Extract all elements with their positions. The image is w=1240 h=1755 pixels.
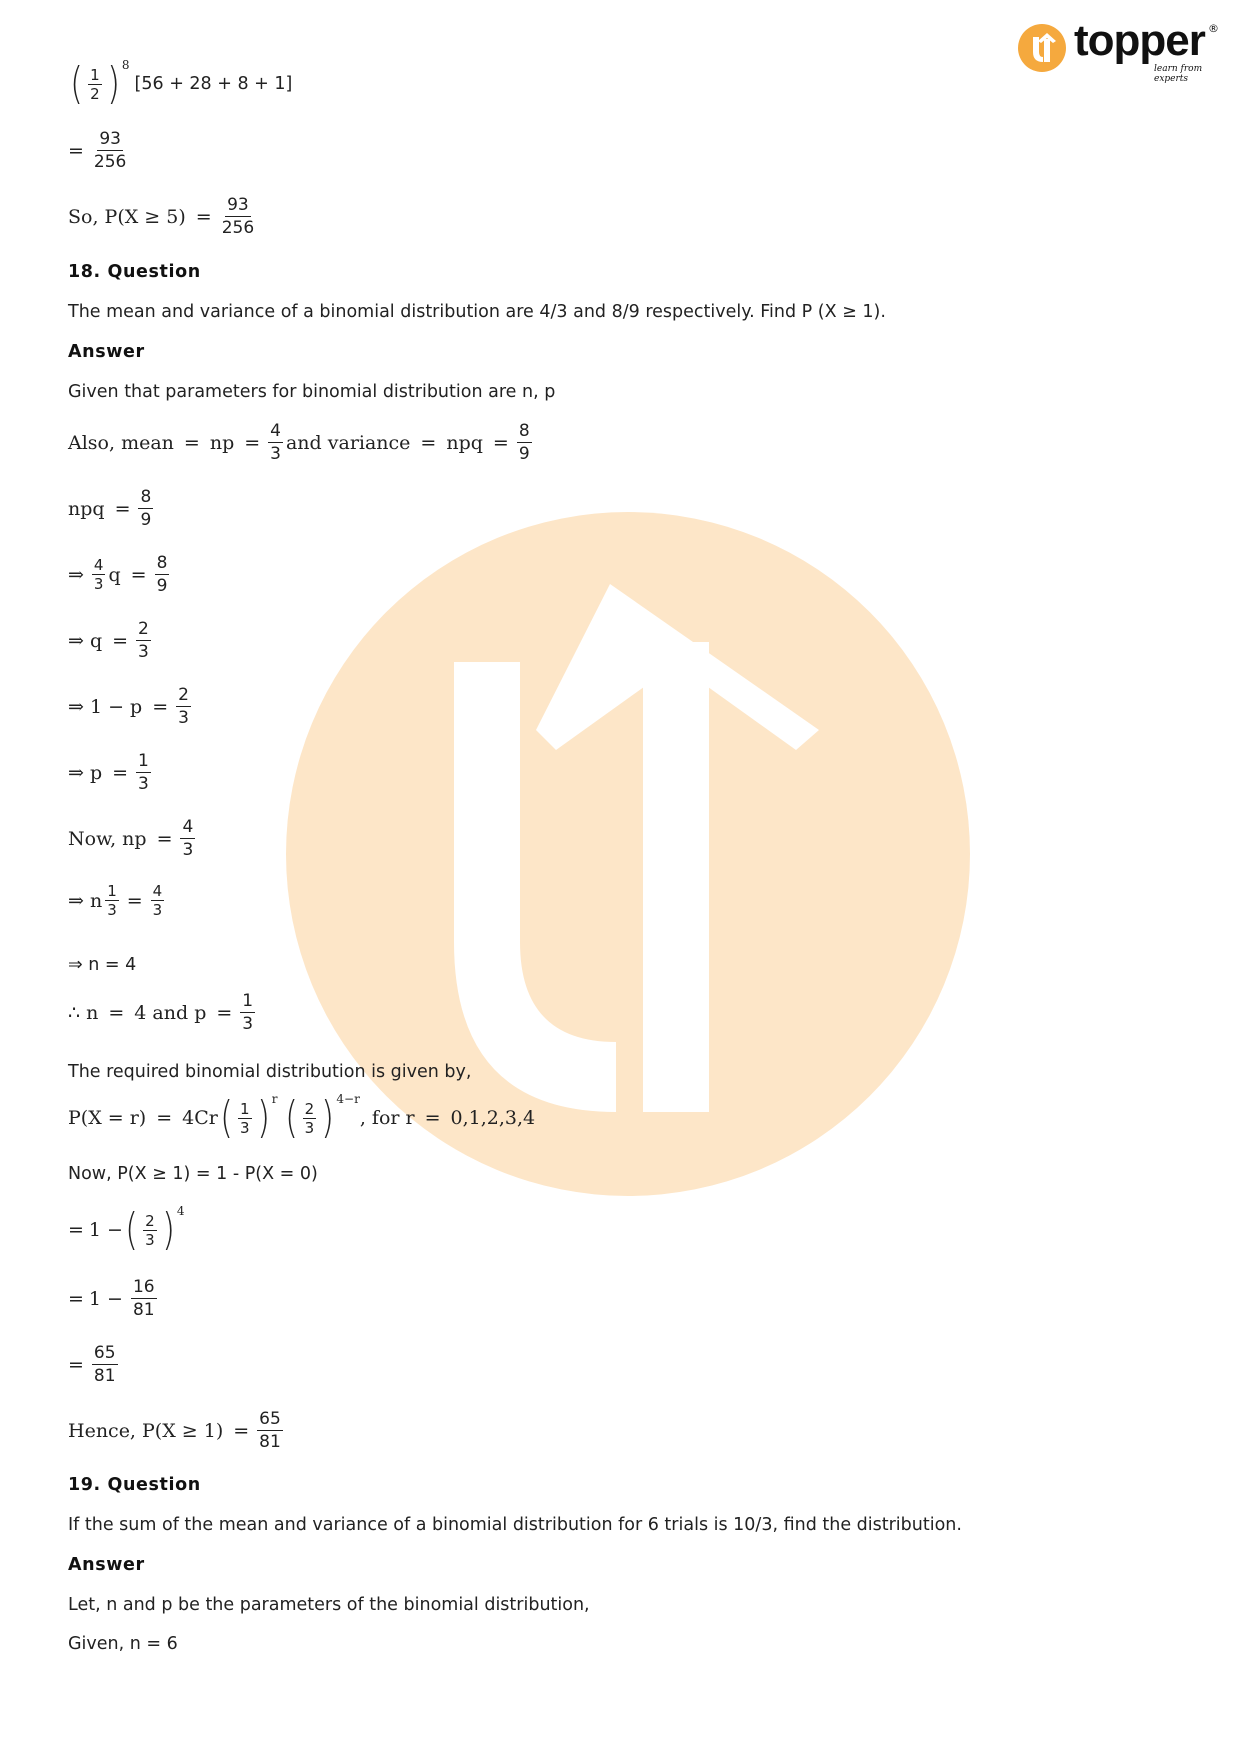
answer-19-let: Let, n and p be the parameters of the binomial distribution,	[68, 1595, 590, 1615]
math-line-2: = $\frac{93}{256}$	[68, 129, 127, 172]
math-line-20: Hence, P(X ≥ 1) = $\frac{65}{81}$	[68, 1409, 281, 1452]
math-line-15: P(X = r) = 4Cr ( $\frac{1}{3}$ ) r ( $\frac{2}{3}$ ) 4−r , for r = 0,1,2,3,4	[68, 1092, 536, 1143]
fraction: $\frac{1}{3}$	[242, 991, 254, 1034]
fraction: $\frac{65}{81}$	[259, 1409, 281, 1452]
fraction: $\frac{8}{9}$	[140, 487, 152, 530]
fraction: $\frac{93}{256}$	[221, 195, 255, 238]
question-19-heading: 19. Question	[68, 1475, 201, 1495]
fraction: $\frac{4}{3}$	[270, 421, 281, 464]
logo-u-glyph-icon	[1018, 24, 1066, 72]
math-line-9: ⇒ p = $\frac{1}{3}$	[68, 751, 149, 794]
math-line-13: ∴ n = 4 and p = $\frac{1}{3}$	[68, 991, 254, 1034]
fraction: $\frac{1}{3}$	[138, 751, 149, 794]
fraction: $\frac{8}{9}$	[156, 553, 168, 596]
answer-19-heading: Answer	[68, 1555, 145, 1575]
question-18-text: The mean and variance of a binomial distribution are 4/3 and 8/9 respectively. Find P (X ≥ 1).	[68, 302, 886, 322]
fraction: $\frac{2}{3}$	[304, 1099, 315, 1137]
question-19-text: If the sum of the mean and variance of a binomial distribution for 6 trials is 10/3, find the distribution.	[68, 1515, 962, 1535]
fraction: $\frac{16}{81}$	[132, 1277, 155, 1320]
math-line-12: ⇒ n = 4	[68, 955, 137, 975]
logo-tagline: learn from experts	[1154, 64, 1203, 84]
math-line-6: ⇒ $\frac{4}{3}$ q = $\frac{8}{9}$	[68, 553, 168, 596]
fraction: $\frac{93}{256}$	[93, 129, 127, 172]
math-line-10: Now, np = $\frac{4}{3}$	[68, 817, 194, 860]
logo-wordmark: topper	[1074, 16, 1205, 65]
math-line-4: Also, mean = np = $\frac{4}{3}$ and variance = npq = $\frac{8}{9}$	[68, 421, 530, 464]
question-18-heading: 18. Question	[68, 262, 201, 282]
math-line-17: = 1 − ( $\frac{2}{3}$ ) 4	[68, 1204, 185, 1255]
math-line-11: ⇒ n $\frac{1}{3}$ = $\frac{4}{3}$	[68, 882, 163, 919]
math-line-18: = 1 − $\frac{16}{81}$	[68, 1277, 155, 1320]
answer-18-given: Given that parameters for binomial distribution are n, p	[68, 382, 556, 402]
logo-registered-mark: ®	[1208, 22, 1219, 35]
math-line-8: ⇒ 1 − p = $\frac{2}{3}$	[68, 685, 189, 728]
answer-19-given: Given, n = 6	[68, 1634, 178, 1654]
answer-18-heading: Answer	[68, 342, 145, 362]
fraction: $\frac{2}{3}$	[178, 685, 189, 728]
fraction: $\frac{8}{9}$	[518, 421, 530, 464]
fraction: $\frac{2}{3}$	[138, 619, 149, 662]
fraction: $\frac{4}{3}$	[152, 882, 163, 919]
math-line-19: = $\frac{65}{81}$	[68, 1343, 116, 1386]
math-line-16: Now, P(X ≥ 1) = 1 - P(X = 0)	[68, 1164, 318, 1184]
math-line-5: npq = $\frac{8}{9}$	[68, 487, 152, 530]
fraction: $\frac{1}{2}$	[90, 65, 100, 103]
fraction: $\frac{4}{3}$	[182, 817, 194, 860]
math-line-3: So, P(X ≥ 5) = $\frac{93}{256}$	[68, 195, 255, 238]
fraction: $\frac{1}{3}$	[240, 1099, 250, 1137]
topper-logo	[1018, 16, 1222, 84]
fraction: $\frac{65}{81}$	[93, 1343, 116, 1386]
fraction: $\frac{4}{3}$	[93, 556, 104, 593]
math-line-7: ⇒ q = $\frac{2}{3}$	[68, 619, 149, 662]
fraction: $\frac{1}{3}$	[107, 882, 117, 919]
math-line-1: ( $\frac{1}{2}$ ) 8 [56 + 28 + 8 + 1]	[70, 58, 293, 109]
fraction: $\frac{2}{3}$	[145, 1211, 155, 1249]
watermark-logo	[286, 512, 970, 1196]
logo-u-icon	[1018, 24, 1066, 72]
binomial-intro: The required binomial distribution is given by,	[68, 1062, 472, 1082]
